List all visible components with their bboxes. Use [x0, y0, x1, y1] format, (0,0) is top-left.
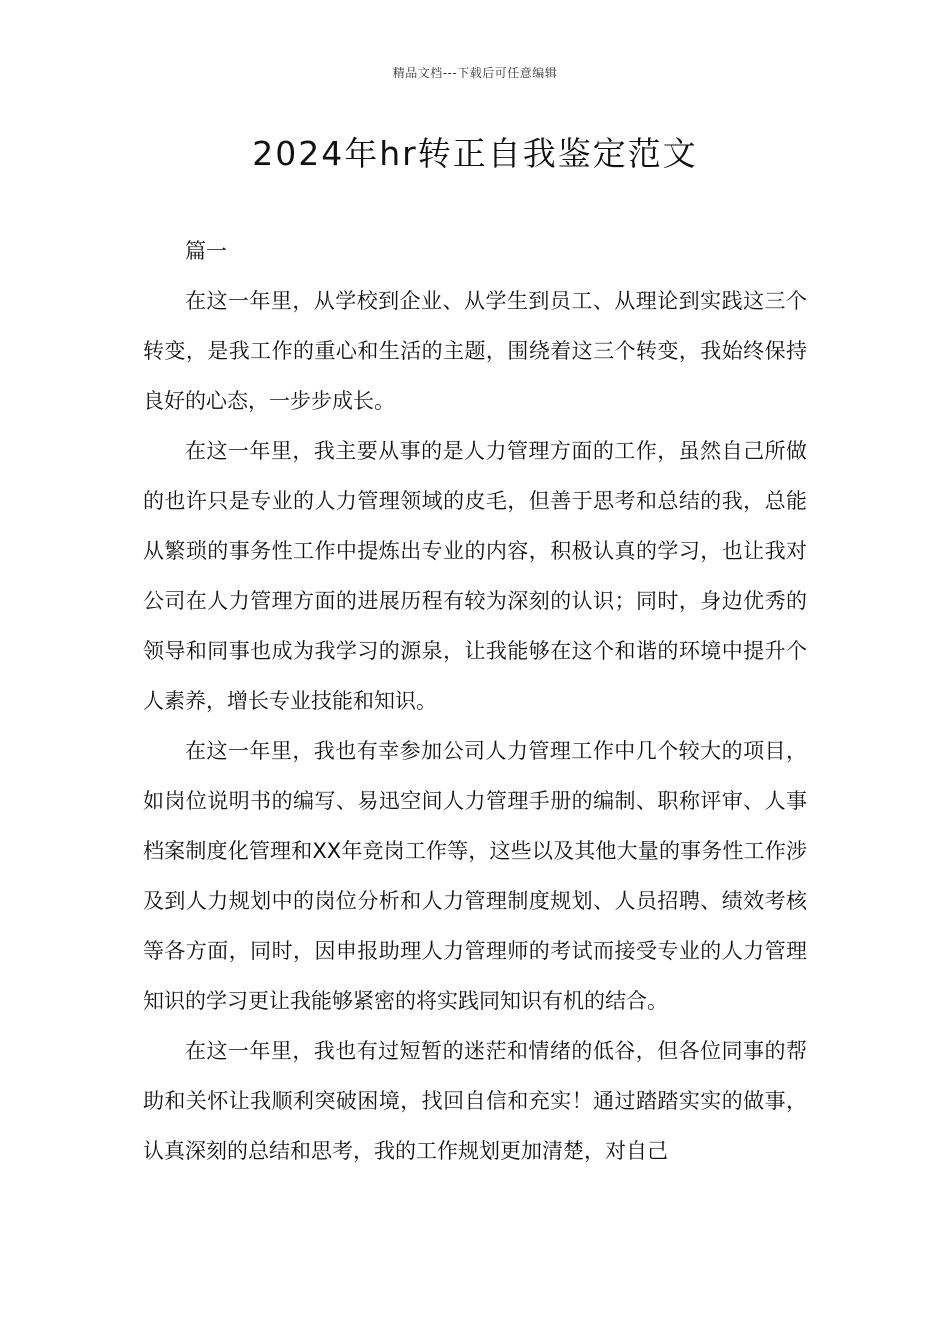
header-note: 精品文档---下载后可任意编辑	[392, 66, 558, 80]
paragraph-2: 在这一年里，我主要从事的是人力管理方面的工作，虽然自己所做的也许只是专业的人力管理领域的皮毛，但善于思考和总结的我，总能从繁琐的事务性工作中提炼出专业的内容，积极认真的学习，也让我对公司在人力管理方面的进展历程有较为深刻的认识；同时，身边优秀的领导和同事也成为我学习的源泉，让我能够在这个和谐的环境中提升个人素养，增长专业技能和知识。	[143, 439, 807, 713]
section-label: 篇一	[185, 239, 227, 263]
document-body	[143, 226, 807, 1176]
document-title: 2024年hr转正自我鉴定范文	[252, 134, 698, 173]
paragraph-1: 在这一年里，从学校到企业、从学生到员工、从理论到实践这三个转变，是我工作的重心和生活的主题，围绕着这三个转变，我始终保持良好的心态，一步步成长。	[143, 289, 807, 413]
paragraph-4: 在这一年里，我也有过短暂的迷茫和情绪的低谷，但各位同事的帮助和关怀让我顺利突破困境，找回自信和充实！通过踏踏实实的做事，认真深刻的总结和思考，我的工作规划更加清楚，对自己	[143, 1039, 807, 1163]
paragraph-3: 在这一年里，我也有幸参加公司人力管理工作中几个较大的项目，如岗位说明书的编写、易迅空间人力管理手册的编制、职称评审、人事档案制度化管理和XX年竞岗工作等，这些以及其他大量的事务性工作涉及到人力规划中的岗位分析和人力管理制度规划、人员招聘、绩效考核等各方面，同时，因申报助理人力管理师的考试而接受专业的人力管理知识的学习更让我能够紧密的将实践同知识有机的结合。	[143, 739, 807, 1013]
